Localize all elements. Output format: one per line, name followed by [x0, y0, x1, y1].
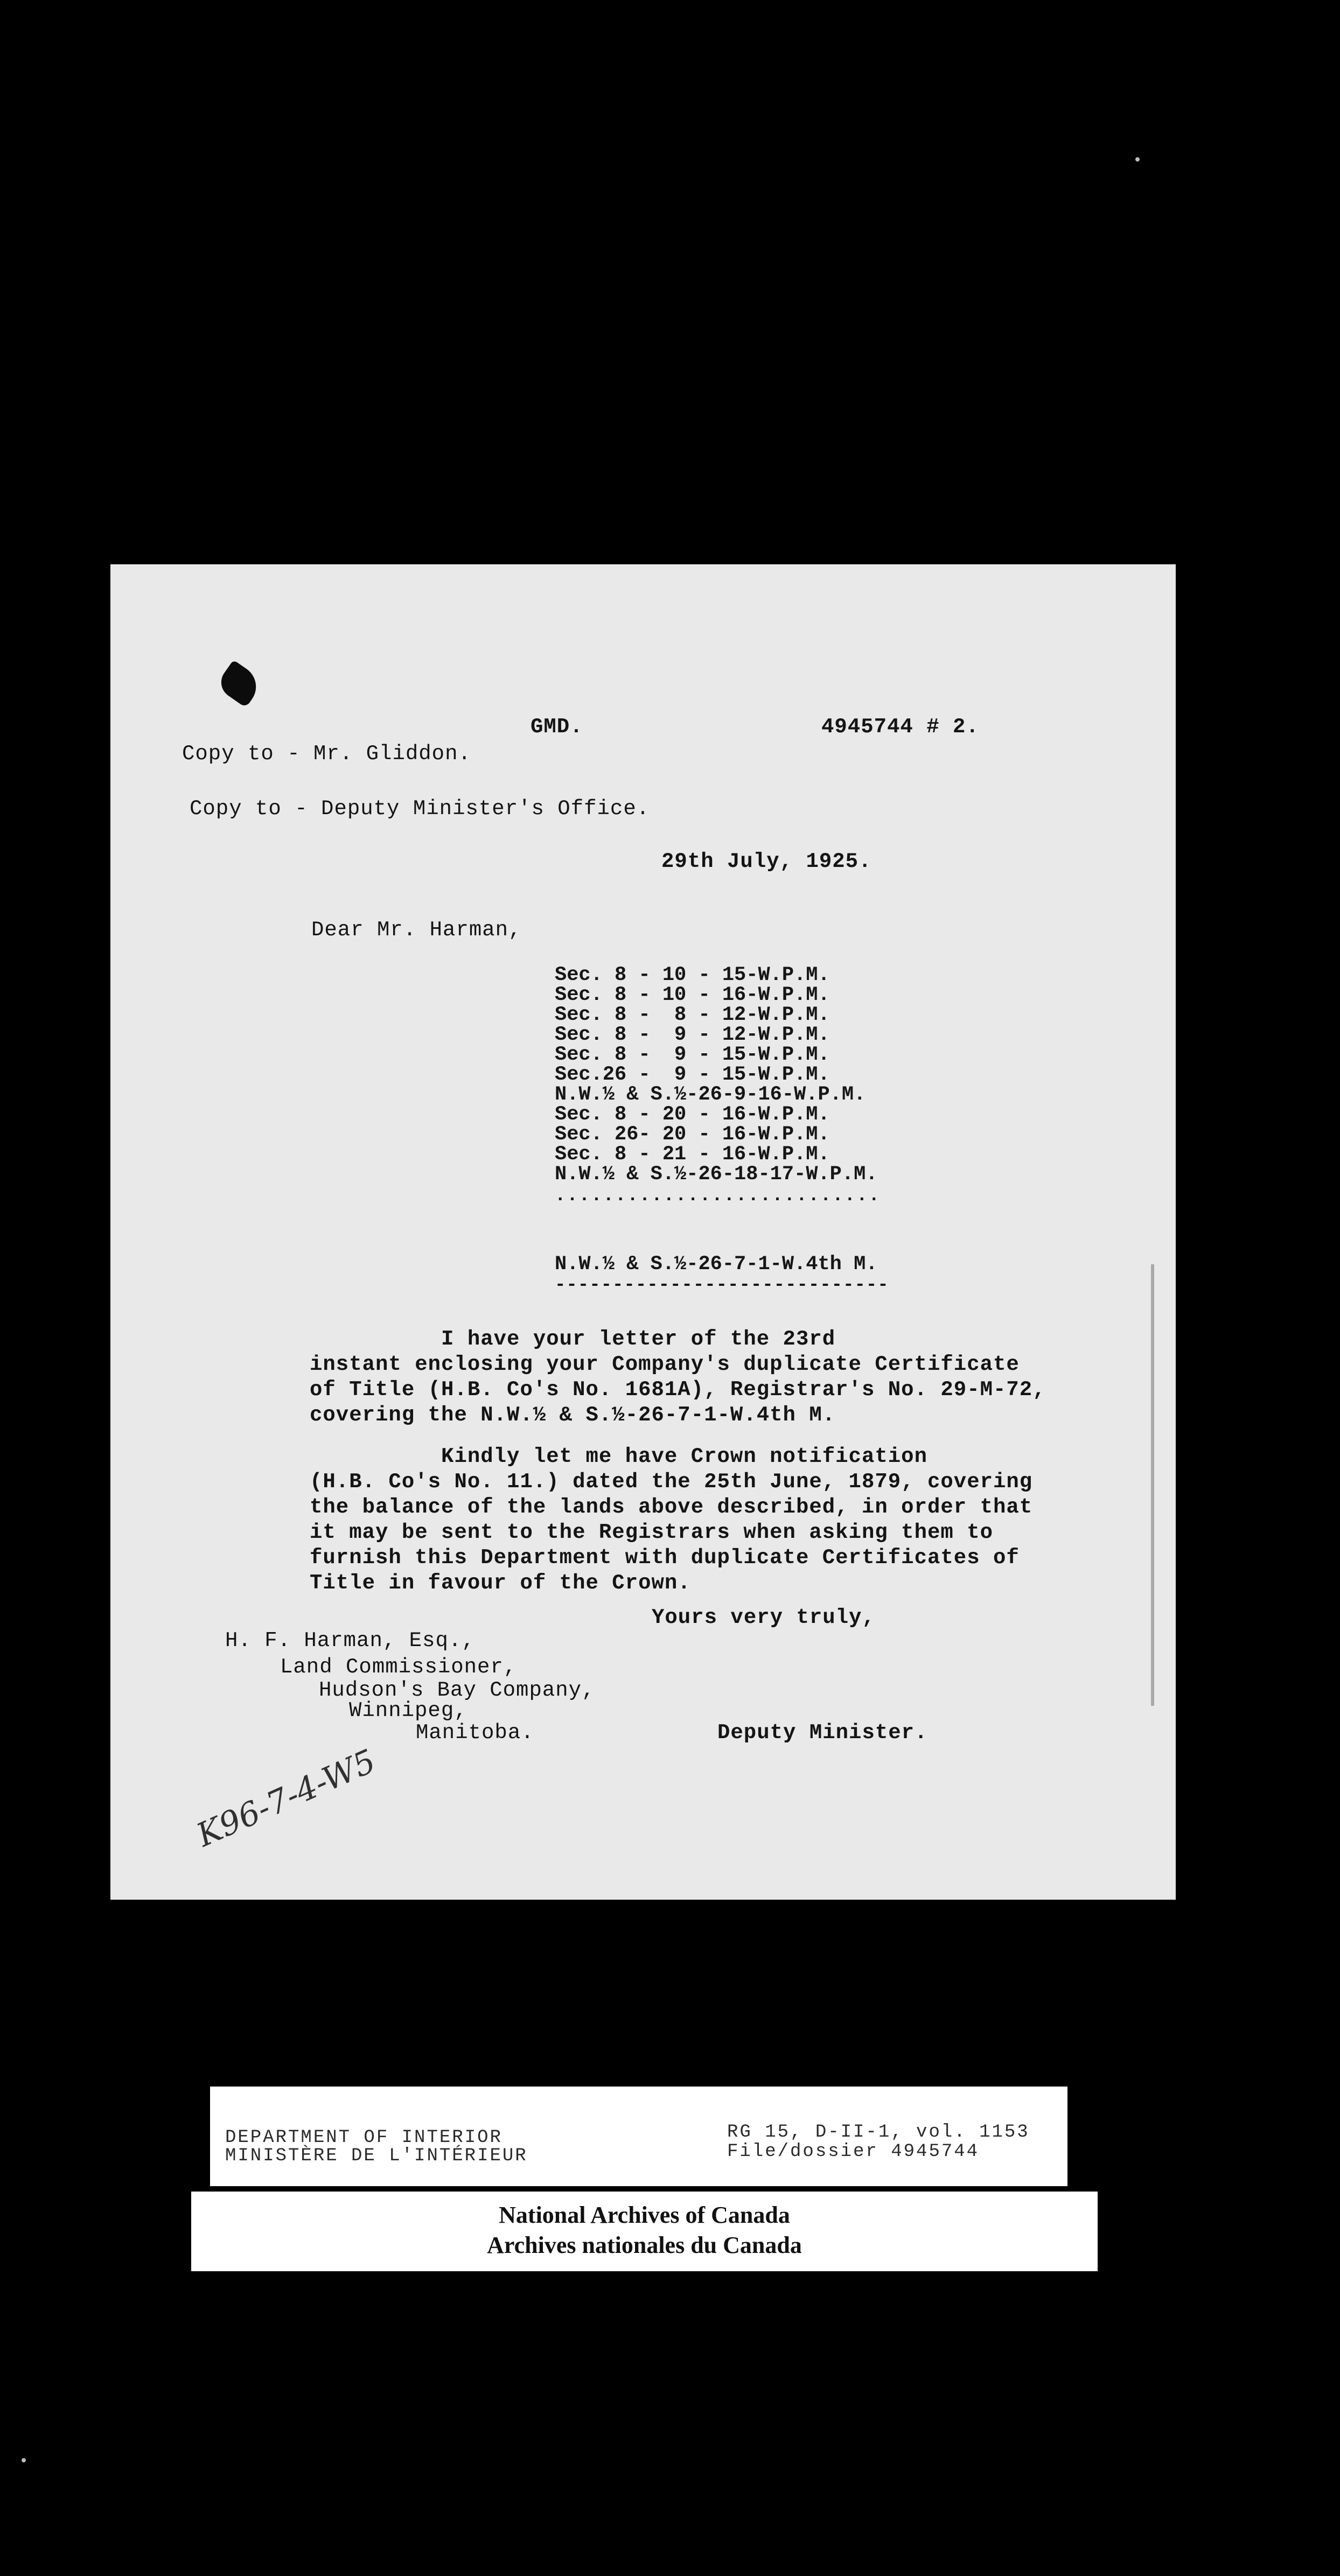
paragraph-line: it may be sent to the Registrars when asking them to [310, 1521, 993, 1544]
copy-to-gliddon: Copy to - Mr. Gliddon. [182, 742, 471, 766]
archives-name-english: National Archives of Canada [499, 2202, 790, 2228]
page-edge-shadow [1151, 1264, 1154, 1706]
paragraph-line: Title in favour of the Crown. [310, 1571, 691, 1595]
salutation: Dear Mr. Harman, [311, 918, 522, 942]
section-line: Sec. 8 - 21 - 16-W.P.M. [555, 1143, 830, 1166]
closing: Yours very truly, [652, 1606, 875, 1629]
addressee-line: Land Commissioner, [280, 1655, 517, 1679]
paragraph-line: of Title (H.B. Co's No. 1681A), Registrar's No. 29-M-72, [310, 1378, 1046, 1402]
copy-to-deputy-office: Copy to - Deputy Minister's Office. [190, 797, 650, 821]
addressee-line: H. F. Harman, Esq., [225, 1629, 475, 1653]
record-group: RG 15, D-II-1, vol. 1153 [727, 2122, 1030, 2143]
section-line: N.W.½ & S.½-26-9-16-W.P.M. [555, 1083, 866, 1106]
paragraph-line: the balance of the lands above described, in order that [310, 1495, 1033, 1519]
section-line: Sec.26 - 9 - 15-W.P.M. [555, 1063, 830, 1086]
addressee-line: Hudson's Bay Company, [319, 1678, 595, 1702]
signature-title: Deputy Minister. [717, 1721, 928, 1745]
section-line: Sec. 26- 20 - 16-W.P.M. [555, 1123, 830, 1146]
highlighted-section: N.W.½ & S.½-26-7-1-W.4th M. [555, 1253, 878, 1276]
archives-name-french: Archives nationales du Canada [487, 2232, 802, 2258]
file-number: File/dossier 4945744 [727, 2141, 980, 2162]
section-line: Sec. 8 - 8 - 12-W.P.M. [555, 1004, 830, 1026]
department-english: DEPARTMENT OF INTERIOR [225, 2127, 502, 2148]
paragraph-line: I have your letter of the 23rd [310, 1327, 836, 1351]
addressee-line: Manitoba. [416, 1721, 534, 1745]
typist-initials: GMD. [531, 715, 583, 739]
section-line: Sec. 8 - 10 - 15-W.P.M. [555, 964, 830, 986]
paragraph-line: instant enclosing your Company's duplicate Certificate [310, 1353, 1020, 1376]
handwritten-annotation: K96-7-4-W5 [191, 1742, 381, 1854]
paragraph-line: (H.B. Co's No. 11.) dated the 25th June, 1879, covering [310, 1470, 1033, 1494]
dotted-rule: ........................... [555, 1186, 881, 1206]
paragraph-line: furnish this Department with duplicate Certificates of [310, 1546, 1020, 1570]
dashed-rule: ----------------------------- [555, 1275, 889, 1296]
archive-label [210, 2087, 1067, 2186]
addressee-line: Winnipeg, [349, 1699, 467, 1723]
paragraph-line: covering the N.W.½ & S.½-26-7-1-W.4th M. [310, 1403, 836, 1427]
section-line: Sec. 8 - 9 - 12-W.P.M. [555, 1024, 830, 1046]
file-reference: 4945744 # 2. [821, 715, 979, 739]
department-french: MINISTÈRE DE L'INTÉRIEUR [225, 2146, 528, 2166]
paragraph-line: Kindly let me have Crown notification [310, 1445, 927, 1468]
section-line: Sec. 8 - 10 - 16-W.P.M. [555, 984, 830, 1006]
section-line: Sec. 8 - 9 - 15-W.P.M. [555, 1044, 830, 1066]
archives-banner [191, 2192, 1098, 2271]
letter-date: 29th July, 1925. [661, 850, 872, 873]
section-line: Sec. 8 - 20 - 16-W.P.M. [555, 1103, 830, 1126]
section-line: N.W.½ & S.½-26-18-17-W.P.M. [555, 1163, 878, 1186]
